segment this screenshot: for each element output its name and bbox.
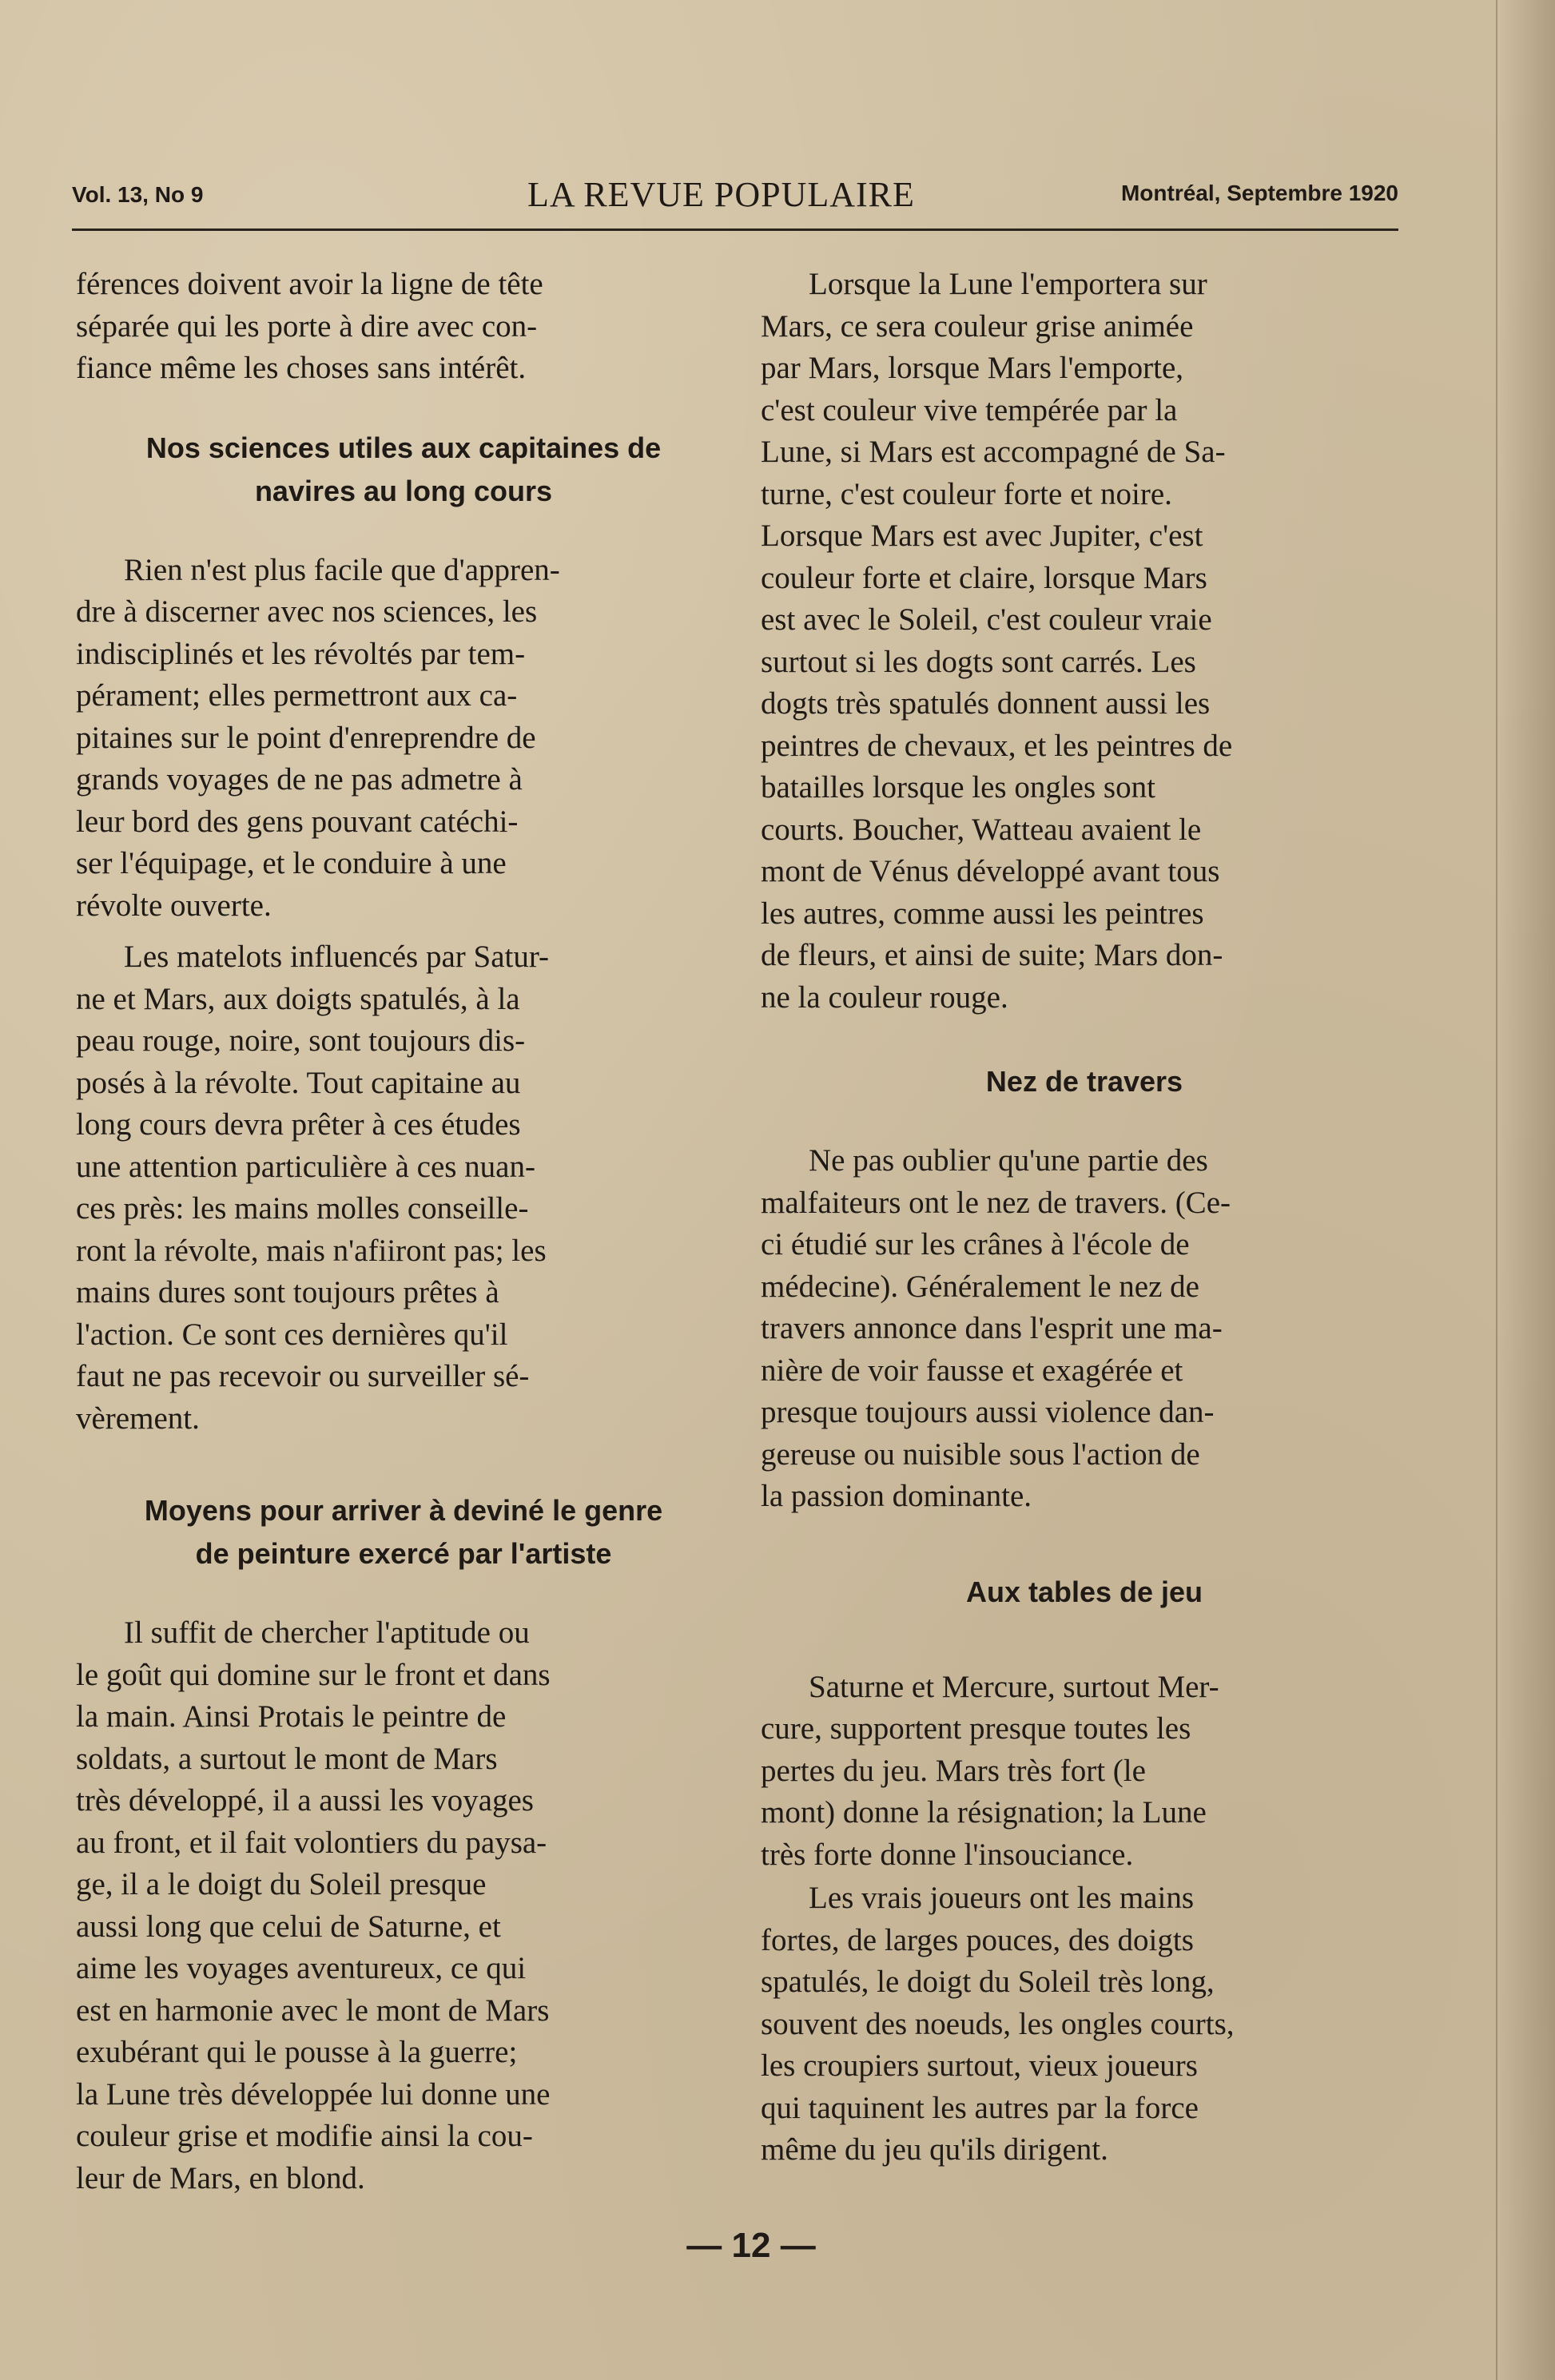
section1-paragraph-2: Les matelots influencés par Satur- ne et Mars, aux doigts spatulés, à la peau rouge, noire, sont toujours dis- posés à la révolte. Tout capitaine au long cours devra prêter à ces études une attention particulière à ces nuan- ces près: les mains molles conseille- ront la révolte, mais n'afiiront pas; les mains dures sont toujours prêtes à l'action. Ce sont ces dernières qu'il faut ne pas recevoir ou surveiller sé- vèrement. xyxy=(76,940,550,1436)
section3-paragraph-1: Ne pas oublier qu'une partie des malfaiteurs ont le nez de travers. (Ce- ci étudié sur les crânes à l'école de médecine). Généralement le nez de travers annonce dans l'esprit une ma- nière de voir fausse et exagérée et presque toujours aussi violence dan- gereuse ou nuisible sous l'action de la passion dominante. xyxy=(761,1143,1231,1513)
place-date: Montréal, Septembre 1920 xyxy=(1120,181,1398,205)
section4-paragraph-2: Les vrais joueurs ont les mains fortes, de larges pouces, des doigts spatulés, le doigt du Soleil très long, souvent des noeuds, les ongles courts, les croupiers surtout, vieux joueurs qui taquinent les autres par la force même du jeu qu'ils dirigent. xyxy=(761,1881,1235,2167)
section-heading-jeu: Aux tables de jeu xyxy=(965,1575,1203,1608)
page-edge-shadow xyxy=(1499,0,1555,2380)
section4-paragraph-1: Saturne et Mercure, surtout Mer- cure, supportent presque toutes les pertes du jeu. Mars très fort (le mont) donne la résignation; la Lune très forte donne l'insouciance. xyxy=(761,1669,1219,1872)
page-fold-line xyxy=(1496,0,1497,2380)
right-column xyxy=(761,264,1408,2171)
page-number: — 12 — xyxy=(686,2226,816,2265)
section-heading-capitaines: Nos sciences utiles aux capitaines de navires au long cours xyxy=(145,431,662,507)
section1-paragraph-1: Rien n'est plus facile que d'appren- dre à discerner avec nos sciences, les indisciplinés et les révoltés par tem- pérament; elles permettront aux ca- pitaines sur le point d'enreprendre de grands voyages de ne pas admetre à leur bord des gens pouvant catéchi- ser l'équipage, et le conduire à une révolte ouverte. xyxy=(76,552,560,923)
right-intro-paragraph: Lorsque la Lune l'emportera sur Mars, ce sera couleur grise animée par Mars, lorsque Mars l'emporte, c'est couleur vive tempérée par la Lune, si Mars est accompagné de Sa- turne, c'est couleur forte et noire. Lorsque Mars est avec Jupiter, c'est couleur forte et claire, lorsque Mars est avec le Soleil, c'est couleur vraie surtout si les dogts sont carrés. Les dogts très spatulés donnent aussi les peintres de chevaux, et les peintres de batailles lorsque les ongles sont courts. Boucher, Watteau avaient le mont de Vénus développé avant tous les autres, comme aussi les peintres de fleurs, et ainsi de suite; Mars don- ne la couleur rouge. xyxy=(761,267,1233,1015)
header-rule xyxy=(72,228,1398,231)
left-intro-paragraph: férences doivent avoir la ligne de tête séparée qui les porte à dire avec con- fiance même les choses sans intérêt. xyxy=(76,267,543,385)
section-heading-nez: Nez de travers xyxy=(985,1065,1183,1098)
page-header xyxy=(72,174,1398,222)
left-column xyxy=(76,264,731,2199)
publication-title: LA REVUE POPULAIRE xyxy=(527,175,915,214)
section-heading-peinture: Moyens pour arriver à deviné le genre de peinture exercé par l'artiste xyxy=(144,1494,663,1570)
volume-number: Vol. 13, No 9 xyxy=(72,182,204,207)
section2-paragraph-1: Il suffit de chercher l'aptitude ou le goût qui domine sur le front et dans la main. Ainsi Protais le peintre de soldats, a surtout le mont de Mars très développé, il a aussi les voyages au front, et il fait volontiers du paysa- ge, il a le doigt du Soleil presque aussi long que celui de Saturne, et aime les voyages aventureux, ce qui est en harmonie avec le mont de Mars exubérant qui le pousse à la guerre; la Lune très développée lui donne une couleur grise et modifie ainsi la cou- leur de Mars, en blond. xyxy=(76,1615,551,2195)
